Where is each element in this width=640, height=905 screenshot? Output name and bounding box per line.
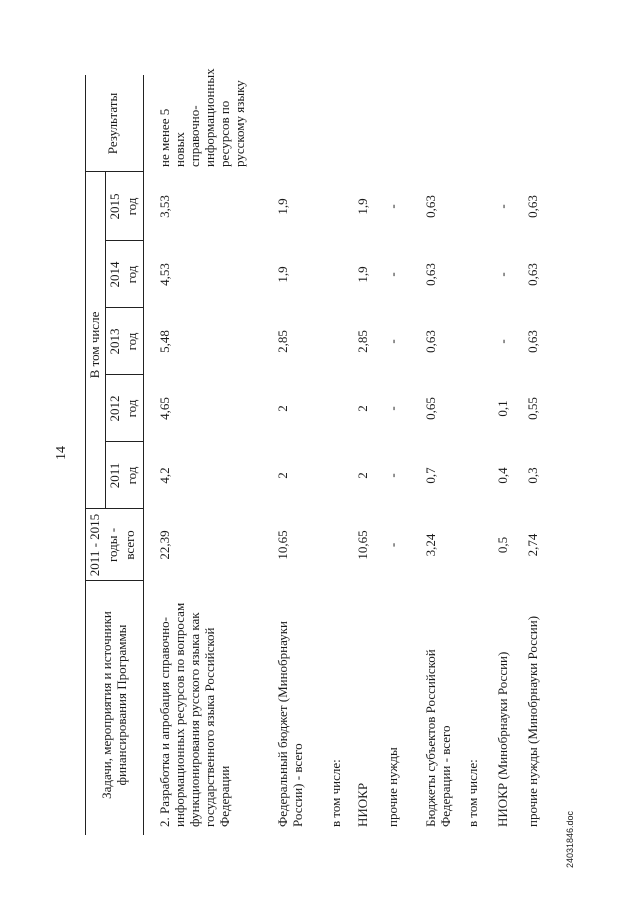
header-year-1: 2012 [107, 395, 122, 422]
table-cell-year-1: 4,65 [157, 397, 172, 420]
header-year-unit-4: год [124, 197, 139, 216]
table-row-total: 10,65 [355, 530, 370, 560]
table-cell-year-1: 2 [275, 405, 290, 412]
table-cell-year-3: 4,53 [157, 263, 172, 286]
table-row-total: 10,65 [275, 530, 290, 560]
header-year-unit-0: год [124, 466, 139, 485]
subheader-line [105, 172, 106, 509]
table-row-label: 2. Разработка и апробация справочно-информационных ресурсов по вопросам функционирования русского языка как государственного языка Российской Федерации [157, 602, 232, 827]
table-top-border [85, 75, 86, 835]
header-year-unit-1: год [124, 399, 139, 418]
table-row-label: прочие нужды (Минобрнауки России) [525, 615, 540, 827]
table-row-label: в том числе: [328, 759, 343, 827]
table-row-label: в том числе: [465, 759, 480, 827]
table-cell-year-2: 0,63 [525, 330, 540, 353]
table-cell-year-0: 2 [355, 472, 370, 479]
table-cell-year-0: 0,4 [495, 467, 510, 484]
table-cell-year-2: 5,48 [157, 330, 172, 353]
budget-table [85, 68, 555, 835]
table-row-total: 22,39 [157, 530, 172, 560]
table-cell-year-3: 0,63 [525, 263, 540, 286]
table-cell-year-1: - [385, 406, 400, 411]
header-total-3: всего [122, 530, 137, 560]
header-year-4: 2015 [107, 193, 122, 220]
header-year-3: 2014 [107, 261, 122, 288]
table-row-total: 2,74 [525, 533, 540, 557]
table-cell-year-3: 0,63 [423, 263, 438, 286]
table-row-total: 3,24 [423, 533, 438, 557]
header-total-1: 2011 - 2015 [87, 513, 102, 577]
table-row-total: - [385, 542, 400, 548]
table-cell-year-2: 2,85 [355, 330, 370, 353]
header-year-unit-3: год [124, 265, 139, 284]
table-row-label: НИОКР [355, 782, 370, 827]
table-cell-year-1: 0,55 [525, 397, 540, 420]
header-year-0: 2011 [107, 462, 122, 489]
table-cell-year-4: 1,9 [355, 198, 370, 215]
header-results: Результаты [105, 92, 120, 155]
table-cell-year-1: 2 [355, 405, 370, 412]
table-cell-year-0: 2 [275, 472, 290, 479]
table-cell-year-0: 0,7 [423, 467, 438, 484]
table-cell-year-0: 0,3 [525, 467, 540, 484]
table-cell-year-4: - [495, 204, 510, 209]
table-row-label: Бюджеты субъектов Российской Федерации - всего [423, 649, 453, 827]
table-row-total: 0,5 [495, 536, 510, 554]
table-cell-year-2: 2,85 [275, 330, 290, 353]
table-cell-year-4: 0,63 [525, 195, 540, 218]
table-cell-year-3: 1,9 [355, 266, 370, 283]
table-cell-year-4: - [385, 204, 400, 209]
table-cell-year-2: - [495, 339, 510, 344]
table-cell-year-1: 0,1 [495, 400, 510, 417]
table-cell-year-1: 0,65 [423, 397, 438, 420]
table-cell-year-2: - [385, 339, 400, 344]
table-row-result: не менее 5 новых справочно-информационных ресурсов по русскому языку [157, 68, 247, 167]
table-row-label: прочие нужды [385, 747, 400, 827]
table-cell-year-0: 4,2 [157, 467, 172, 484]
table-cell-year-3: - [385, 272, 400, 277]
header-bottom-border [143, 75, 144, 835]
document-code: 24031846.doc [565, 810, 575, 868]
header-year-2: 2013 [107, 328, 122, 355]
table-cell-year-3: - [495, 272, 510, 277]
header-task: Задачи, мероприятия и источники финансирования Программы [99, 611, 129, 799]
header-year-unit-2: год [124, 332, 139, 351]
header-total-2: годы - [105, 527, 120, 563]
table-cell-year-3: 1,9 [275, 266, 290, 283]
page-number: 14 [54, 446, 69, 460]
header-including: В том числе [87, 311, 102, 379]
table-cell-year-0: - [385, 473, 400, 478]
table-cell-year-4: 0,63 [423, 195, 438, 218]
table-cell-year-4: 3,53 [157, 195, 172, 218]
table-cell-year-4: 1,9 [275, 198, 290, 215]
table-row-label: Федеральный бюджет (Минобрнауки России) - всего [275, 620, 305, 827]
table-cell-year-2: 0,63 [423, 330, 438, 353]
table-row-label: НИОКР (Минобрнауки России) [495, 651, 510, 827]
